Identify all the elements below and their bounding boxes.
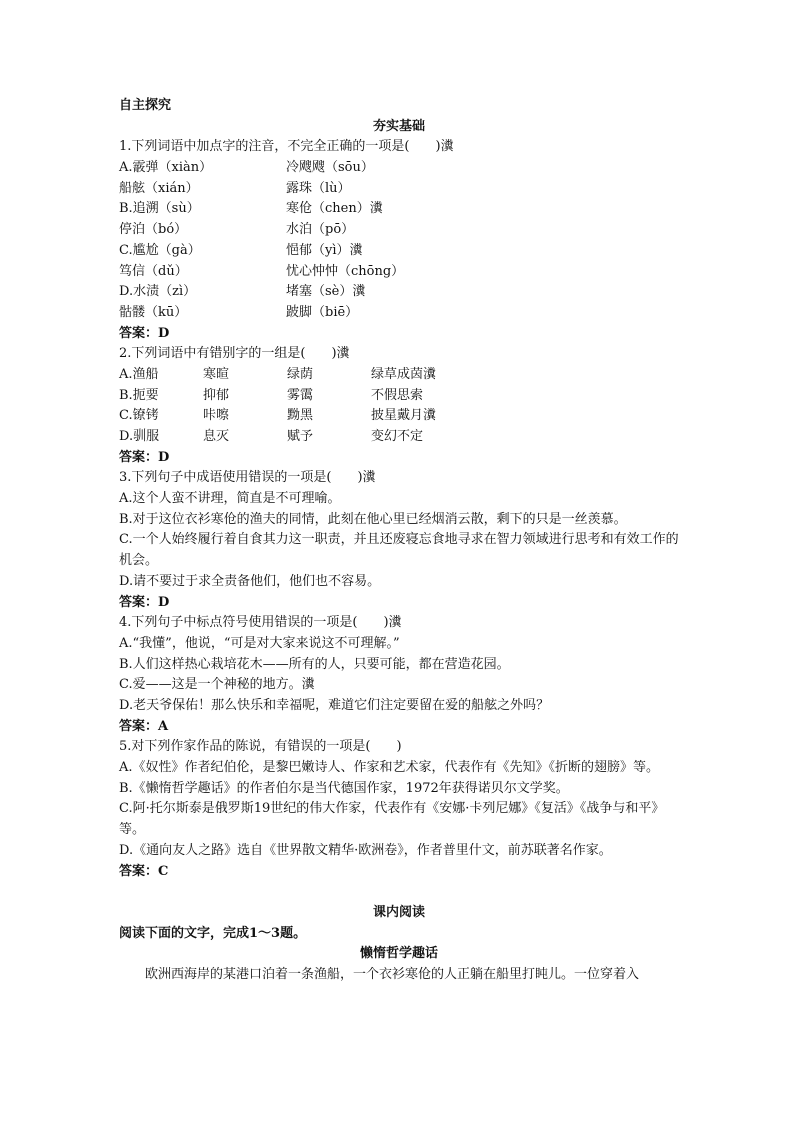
word: 咔嚓 bbox=[203, 408, 230, 424]
word: 变幻不定 bbox=[371, 429, 424, 444]
option-text: 露珠（lù） bbox=[286, 180, 351, 196]
option-text: 骷髅（kū） bbox=[119, 304, 188, 320]
option-text: D.请不要过于求全责备他们，他们也不容易。 bbox=[119, 573, 381, 589]
option-text: A.“我懂”，他说，“可是对大家来说这不可理解。” bbox=[119, 635, 400, 651]
option-text: A.《奴性》作者纪伯伦，是黎巴嫩诗人、作家和艺术家，代表作有《先知》《折断的翅膀》等。 bbox=[119, 760, 660, 776]
reading-section bbox=[119, 903, 679, 986]
passage-title: 懒惰哲学趣话 bbox=[359, 946, 438, 962]
document-page bbox=[119, 96, 679, 986]
option-text: B.对于这位衣衫寒伧的渔夫的同情，此刻在他心里已经烟消云散，剩下的只是一丝羡慕。 bbox=[119, 511, 627, 527]
subsection-title: 夯实基础 bbox=[372, 118, 425, 134]
option-text: D.《通向友人之路》选自《世界散文精华·欧洲卷》，作者普里什文，前苏联著名作家。 bbox=[119, 842, 612, 858]
option-text: C.阿·托尔斯泰是俄罗斯19世纪的伟大作家，代表作有《安娜·卡列尼娜》《复活》《战争与和平》等。 bbox=[119, 801, 665, 838]
option-text: D.水渍（zì） bbox=[119, 284, 197, 300]
option-text: C.爱——这是一个神秘的地方。瀵 bbox=[119, 677, 315, 693]
question-stem: 2.下列词语中有错别字的一组是( )瀵 bbox=[119, 346, 350, 362]
option-text: 停泊（bó） bbox=[119, 222, 188, 238]
answer: 答案：D bbox=[119, 449, 170, 465]
word: 雾霭 bbox=[287, 387, 314, 403]
question-5 bbox=[119, 737, 679, 882]
option-text: A.霰弹（xiàn） bbox=[119, 160, 213, 176]
option-text: 船舷（xián） bbox=[119, 180, 199, 196]
option-text: 悒郁（yì）瀵 bbox=[286, 242, 363, 258]
passage-paragraph: 欧洲西海岸的某港口泊着一条渔船，一个衣衫寒伧的人正躺在船里打盹儿。一位穿着入 bbox=[145, 966, 640, 982]
word: 寒暄 bbox=[203, 366, 230, 382]
reading-instruction: 阅读下面的文字，完成1～3题。 bbox=[119, 925, 307, 941]
word: A.渔船 bbox=[119, 366, 159, 382]
option-text: 跛脚（biē） bbox=[286, 304, 359, 320]
word: 披星戴月瀵 bbox=[371, 408, 437, 424]
section-title: 自主探究 bbox=[119, 98, 172, 113]
word: 绿荫 bbox=[287, 366, 314, 382]
option-text: B.人们这样热心栽培花木——所有的人，只要可能，都在营造花园。 bbox=[119, 656, 510, 672]
option-text: D.老天爷保佑！那么快乐和幸福呢，难道它们注定要留在爱的船舷之外吗？ bbox=[119, 697, 550, 713]
question-stem: 3.下列句子中成语使用错误的一项是( )瀵 bbox=[119, 470, 376, 486]
question-stem: 5.对下列作家作品的陈说，有错误的一项是( ) bbox=[119, 739, 402, 755]
answer: 答案：C bbox=[119, 863, 169, 879]
option-text: C.一个人始终履行着自食其力这一职责，并且还废寝忘食地寻求在智力领域进行思考和有效工作的机会。 bbox=[119, 532, 679, 569]
word: 赋予 bbox=[287, 429, 314, 444]
option-text: 水泊（pō） bbox=[286, 222, 355, 238]
option-text: 笃信（dǔ） bbox=[119, 263, 188, 279]
option-text: 寒伧（chen）瀵 bbox=[286, 201, 383, 217]
question-4 bbox=[119, 613, 679, 737]
word: 黝黑 bbox=[287, 408, 314, 424]
option-text: 冷飕飕（sōu） bbox=[286, 160, 374, 176]
word: 不假思索 bbox=[371, 387, 424, 403]
word: C.镣铐 bbox=[119, 408, 159, 424]
question-stem: 4.下列句子中标点符号使用错误的一项是( )瀵 bbox=[119, 615, 402, 631]
answer: 答案：D bbox=[119, 594, 170, 610]
answer: 答案：D bbox=[119, 325, 170, 341]
word: D.驯服 bbox=[119, 429, 160, 444]
word: B.扼要 bbox=[119, 387, 159, 403]
word: 绿草成茵瀵 bbox=[371, 366, 437, 382]
option-text: B.《懒惰哲学趣话》的作者伯尔是当代德国作家，1972年获得诺贝尔文学奖。 bbox=[119, 780, 569, 796]
option-text: B.追溯（sù） bbox=[119, 201, 200, 217]
option-text: C.尴尬（gà） bbox=[119, 242, 201, 258]
reading-title: 课内阅读 bbox=[372, 904, 425, 920]
word: 息灭 bbox=[203, 429, 230, 444]
question-1 bbox=[119, 137, 679, 344]
question-stem: 1.下列词语中加点字的注音，不完全正确的一项是( )瀵 bbox=[119, 139, 454, 155]
question-3 bbox=[119, 468, 679, 613]
question-2 bbox=[119, 344, 679, 468]
word: 抑郁 bbox=[203, 387, 230, 403]
answer: 答案：A bbox=[119, 718, 169, 734]
option-text: 堵塞（sè）瀵 bbox=[286, 284, 366, 300]
option-text: 忧心忡忡（chōng） bbox=[286, 263, 405, 279]
option-text: A.这个人蛮不讲理，简直是不可理喻。 bbox=[119, 491, 341, 507]
